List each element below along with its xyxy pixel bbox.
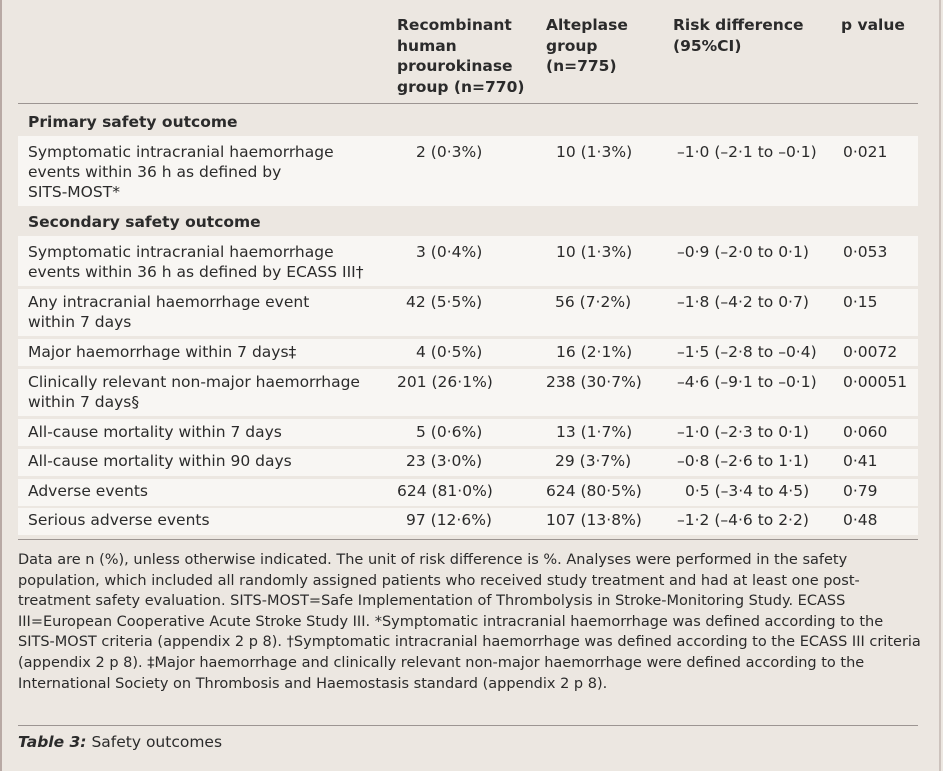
table-row-label: Major haemorrhage within 7 days‡ [28,343,297,361]
table-cell-risk: –4·6 (–9·1 to –0·1) [677,373,817,391]
table-row-label: Any intracranial haemorrhage event within 7 days [28,293,310,331]
table-row-label: Adverse events [28,482,149,500]
table-cell-risk: –1·0 (–2·1 to –0·1) [677,143,817,161]
table-cell-group-b: 10 (1·3%) [556,143,633,161]
table-cell-group-a: 4 (0·5%) [416,343,483,361]
table-cell-group-a: 42 (5·5%) [406,293,483,311]
table-cell-risk: –0·9 (–2·0 to 0·1) [677,243,809,261]
table-cell-risk: –1·0 (–2·3 to 0·1) [677,423,809,441]
table-row-label: Symptomatic intracranial haemorrhage events within 36 h as defined by SITS-MOST* [28,143,334,201]
table-cell-p: 0·41 [843,452,878,470]
caption-label: Table 3: [18,733,87,751]
section-title-secondary: Secondary safety outcome [28,213,261,231]
table-cell-risk: –1·8 (–4·2 to 0·7) [677,293,809,311]
column-header-recombinant: Recombinant human prourokinase group (n=770) [397,16,525,96]
table-cell-group-b: 10 (1·3%) [556,243,633,261]
table-row-label: Clinically relevant non-major haemorrhage within 7 days§ [28,373,360,411]
table-cell-p: 0·15 [843,293,878,311]
table-row-label: All-cause mortality within 90 days [28,452,292,470]
column-header-risk-difference: Risk difference (95%CI) [673,16,804,55]
section-title-primary: Primary safety outcome [28,113,238,131]
table-cell-risk: –1·2 (–4·6 to 2·2) [677,511,809,529]
table-cell-risk: 0·5 (–3·4 to 4·5) [685,482,810,500]
table-cell-p: 0·48 [843,511,878,529]
table-cell-group-b: 16 (2·1%) [556,343,633,361]
table-cell-p: 0·021 [843,143,888,161]
column-header-alteplase: Alteplase group (n=775) [546,16,628,75]
caption-divider [18,725,918,726]
table-cell-group-a: 624 (81·0%) [397,482,493,500]
table-cell-group-a: 5 (0·6%) [416,423,483,441]
table-cell-group-a: 3 (0·4%) [416,243,483,261]
table-row-label: Serious adverse events [28,511,210,529]
table-cell-group-a: 201 (26·1%) [397,373,493,391]
table-cell-group-b: 13 (1·7%) [556,423,633,441]
table-caption [18,732,222,752]
table-cell-group-a: 97 (12·6%) [406,511,492,529]
table-cell-p: 0·79 [843,482,878,500]
table-cell-group-b: 624 (80·5%) [546,482,642,500]
page-edge-rule-right [939,0,941,771]
table-cell-risk: –0·8 (–2·6 to 1·1) [677,452,809,470]
table-cell-group-b: 56 (7·2%) [555,293,632,311]
table-cell-p: 0·053 [843,243,888,261]
table-cell-p: 0·00051 [843,373,908,391]
table-cell-group-a: 2 (0·3%) [416,143,483,161]
table-cell-group-b: 238 (30·7%) [546,373,642,391]
table-cell-risk: –1·5 (–2·8 to –0·4) [677,343,817,361]
table-bottom-rule [18,539,918,540]
table-footnote: Data are n (%), unless otherwise indicated. The unit of risk difference is %. Analyses were performed in the safety population, which included all randomly assigned patients who received study treatment and had at least one post-treatment safety evaluation. SITS-MOST=Safe Implementation of Thrombolysis in Stroke-Monitoring Study. ECASS III=European Cooperative Acute Stroke Study III. *Symptomatic intracranial haemorrhage was defined according to the SITS-MOST criteria (appendix 2 p 8). †Symptomatic intracranial haemorrhage was defined according to the ECASS III criteria (appendix 2 p 8). ‡Major haemorrhage and clinically relevant non-major haemorrhage were defined according to the International Society on Thrombosis and Haemostasis standard (appendix 2 p 8). [18,552,921,692]
table-cell-group-b: 29 (3·7%) [555,452,632,470]
table-cell-group-a: 23 (3·0%) [406,452,483,470]
table-cell-p: 0·060 [843,423,888,441]
column-header-p-value: p value [841,16,905,34]
header-divider [18,103,918,104]
page-edge-rule [0,0,2,771]
table-cell-p: 0·0072 [843,343,898,361]
table-cell-group-b: 107 (13·8%) [546,511,642,529]
table-row-label: Symptomatic intracranial haemorrhage events within 36 h as defined by ECASS III† [28,243,364,281]
caption-text: Safety outcomes [91,733,223,751]
table-row-label: All-cause mortality within 7 days [28,423,282,441]
